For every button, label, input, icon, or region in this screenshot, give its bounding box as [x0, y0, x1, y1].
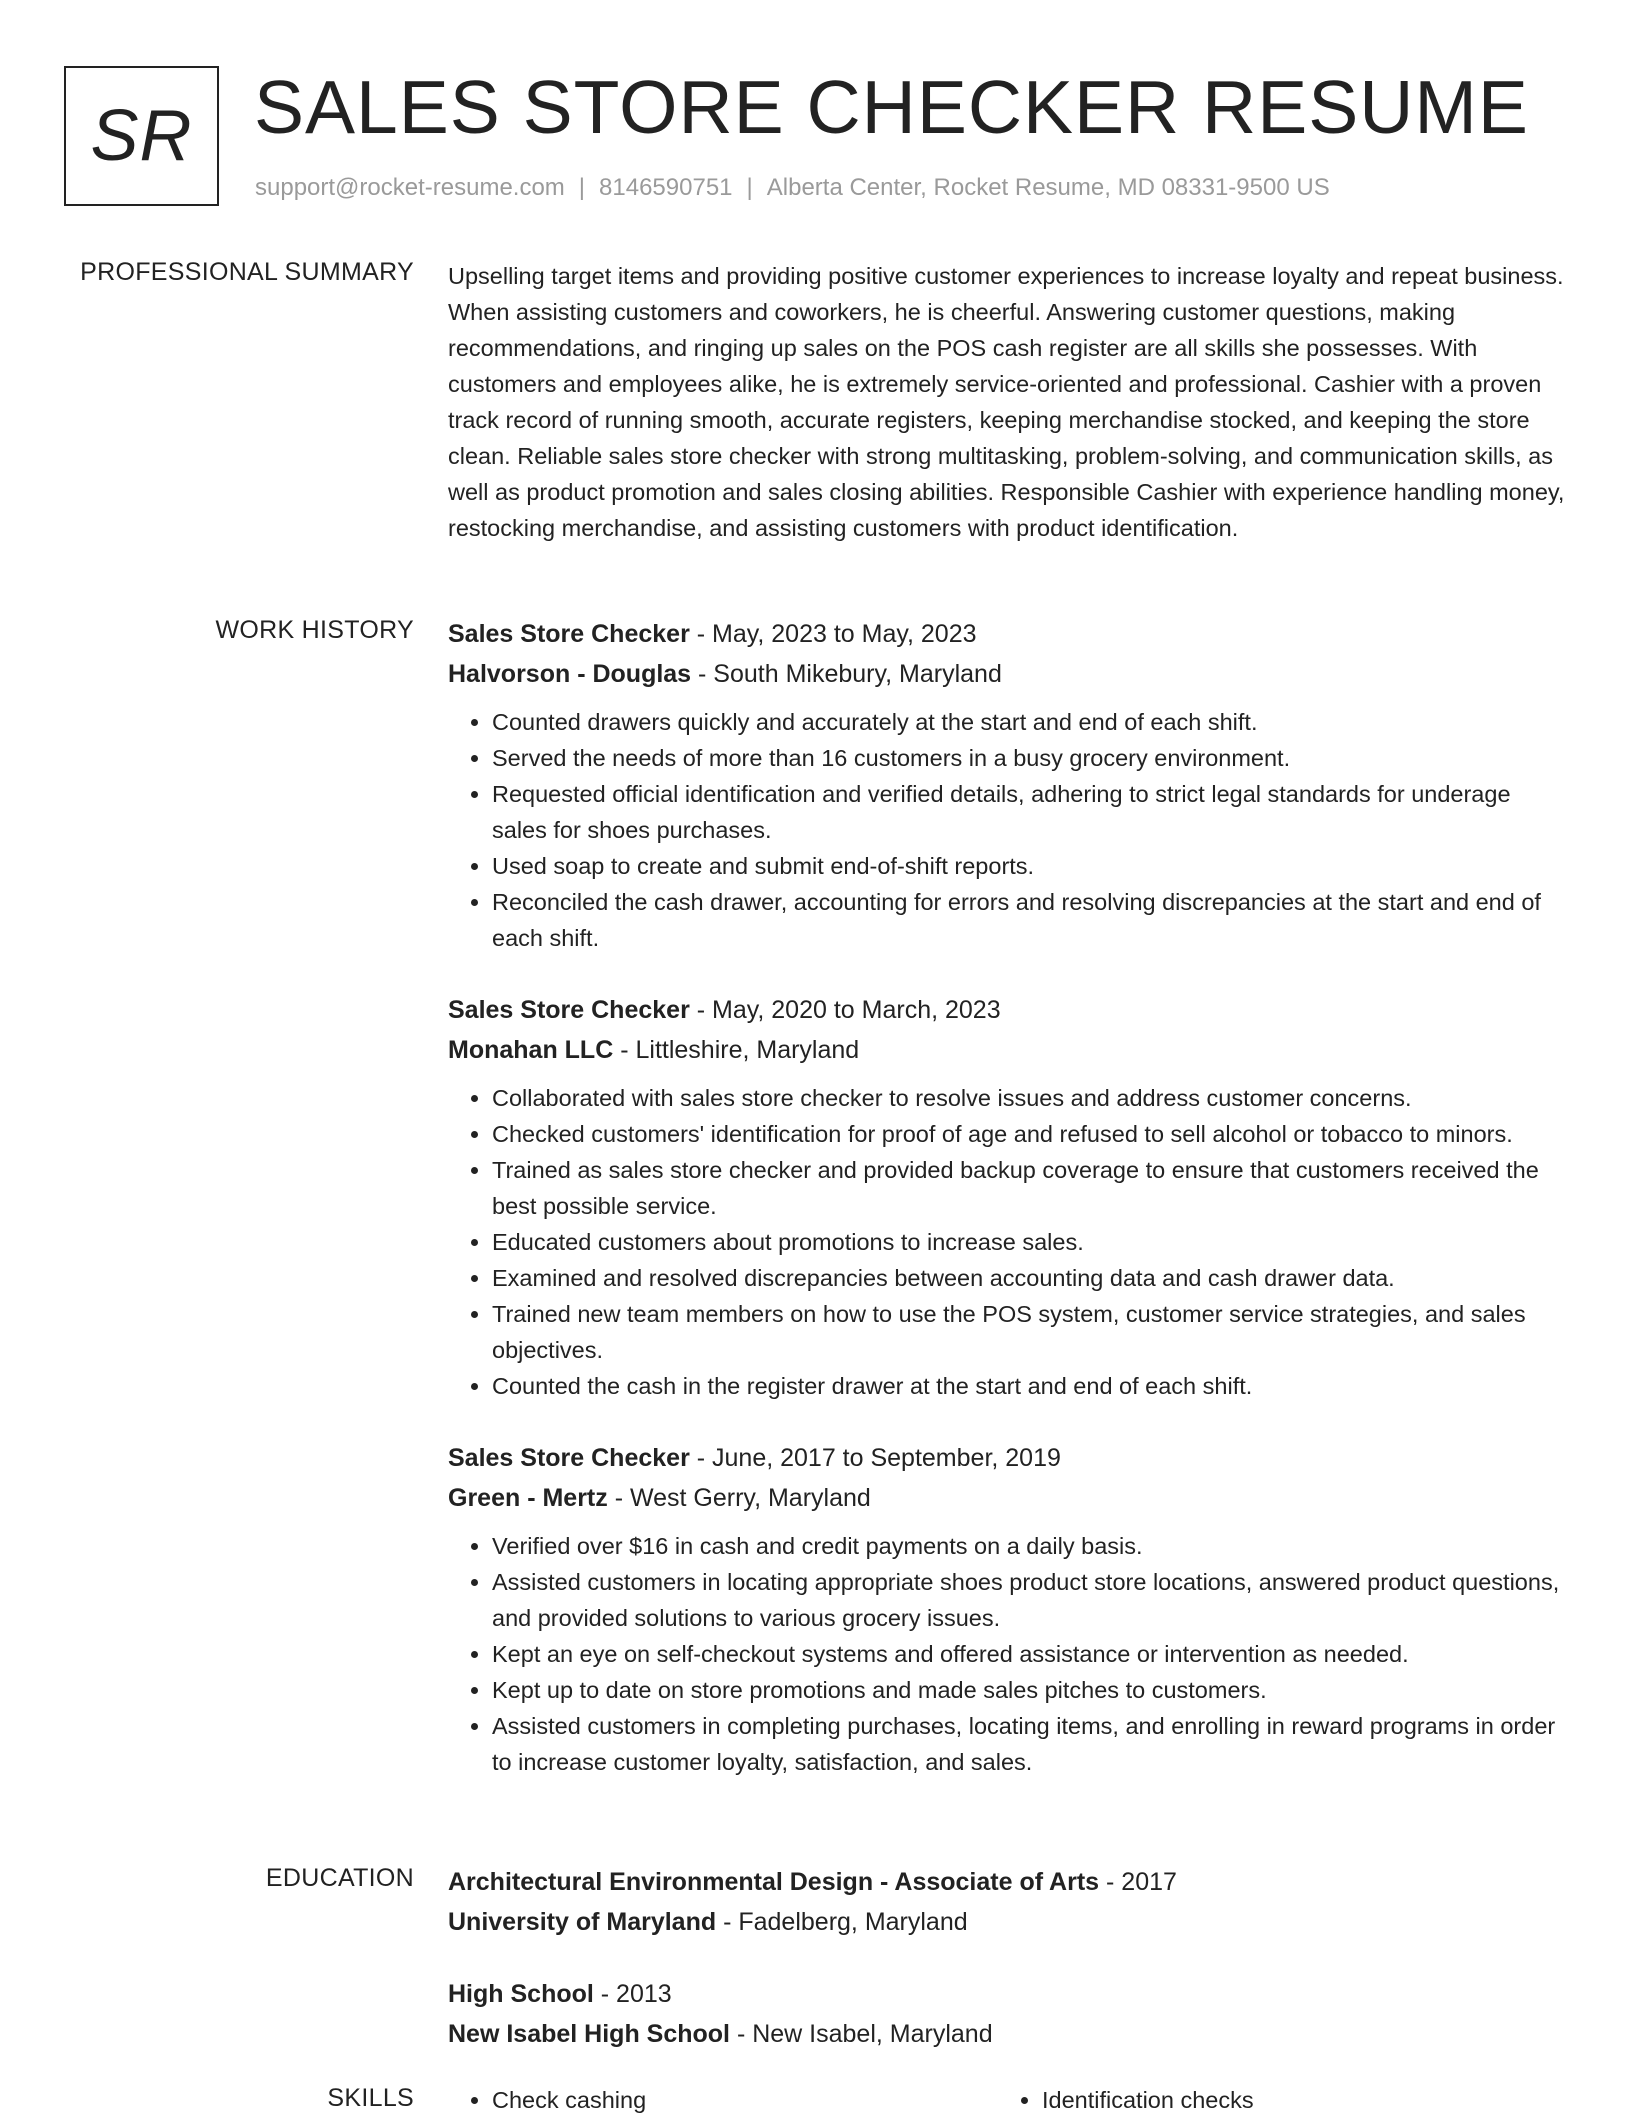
job-location: - West Gerry, Maryland — [607, 1484, 871, 1512]
education-degree: High School — [448, 1980, 594, 2008]
skills-column-right — [998, 2082, 1548, 2118]
job-bullet: • Trained as sales store checker and provided backup coverage to ensure that customers received the best possible service. — [492, 1152, 1566, 1224]
skills-list-left — [448, 2082, 998, 2118]
skills-list-right — [998, 2082, 1548, 2118]
job-company: Halvorson - Douglas — [448, 660, 692, 688]
contact-email: support@rocket-resume.com — [255, 174, 565, 201]
education-school-line — [448, 1902, 1566, 1942]
section-title-work-history: WORK HISTORY — [215, 616, 414, 644]
job-bullets — [448, 1080, 1566, 1404]
work-history-body — [448, 614, 1566, 1814]
education-degree-line — [448, 1862, 1566, 1902]
job-bullet: • Trained new team members on how to use the POS system, customer service strategies, and sales objectives. — [492, 1296, 1566, 1368]
job-bullet: • Verified over $16 in cash and credit payments on a daily basis. — [492, 1528, 1566, 1564]
section-title-skills: SKILLS — [327, 2084, 414, 2112]
job-dates: - June, 2017 to September, 2019 — [689, 1444, 1061, 1472]
education-degree: Architectural Environmental Design - Associate of Arts — [448, 1868, 1100, 1896]
job-bullet: • Used soap to create and submit end-of-shift reports. — [492, 848, 1566, 884]
job-company-line — [448, 1030, 1566, 1070]
job-role-line — [448, 1438, 1566, 1478]
skills-column-left — [448, 2082, 998, 2118]
job-company-line — [448, 654, 1566, 694]
job-bullet: • Educated customers about promotions to increase sales. — [492, 1224, 1566, 1260]
job-bullet: • Requested official identification and verified details, adhering to strict legal standards for underage sales for shoes purchases. — [492, 776, 1566, 848]
job-bullet: • Examined and resolved discrepancies between accounting data and cash drawer data. — [492, 1260, 1566, 1296]
contact-line — [255, 174, 1330, 202]
job-bullet: • Reconciled the cash drawer, accounting for errors and resolving discrepancies at the start and end of each shift. — [492, 884, 1566, 956]
job-role: Sales Store Checker — [448, 996, 690, 1024]
skill-item: • Identification checks — [1042, 2082, 1548, 2118]
job-dates: - May, 2020 to March, 2023 — [689, 996, 1001, 1024]
section-title-summary: PROFESSIONAL SUMMARY — [80, 258, 414, 286]
job-role: Sales Store Checker — [448, 620, 690, 648]
education-school: New Isabel High School — [448, 2020, 730, 2048]
job-bullet: • Assisted customers in completing purchases, locating items, and enrolling in reward programs in order to increase customer loyalty, satisfaction, and sales. — [492, 1708, 1566, 1780]
job-bullet: • Counted drawers quickly and accurately at the start and end of each shift. — [492, 704, 1566, 740]
resume-header — [64, 66, 1584, 216]
job-role-line — [448, 990, 1566, 1030]
education-school-line — [448, 2014, 1566, 2054]
education-location: - Fadelberg, Maryland — [716, 1908, 968, 1936]
education-school: University of Maryland — [448, 1908, 717, 1936]
education-entry — [448, 1974, 1566, 2054]
job-company: Monahan LLC — [448, 1036, 614, 1064]
job-dates: - May, 2023 to May, 2023 — [689, 620, 977, 648]
job-entry — [448, 1438, 1566, 1780]
education-year: - 2013 — [593, 1980, 672, 2008]
education-body — [448, 1862, 1566, 2086]
skills-grid — [448, 2082, 1566, 2118]
job-bullet: • Collaborated with sales store checker to resolve issues and address customer concerns. — [492, 1080, 1566, 1116]
job-location: - Littleshire, Maryland — [613, 1036, 860, 1064]
summary-body — [448, 258, 1566, 546]
job-entry — [448, 614, 1566, 956]
job-location: - South Mikebury, Maryland — [691, 660, 1002, 688]
job-bullet: • Kept up to date on store promotions and made sales pitches to customers. — [492, 1672, 1566, 1708]
education-location: - New Isabel, Maryland — [730, 2020, 993, 2048]
job-role-line — [448, 614, 1566, 654]
education-year: - 2017 — [1099, 1868, 1177, 1896]
job-company-line — [448, 1478, 1566, 1518]
section-title-education: EDUCATION — [265, 1864, 414, 1892]
job-bullet: • Counted the cash in the register drawer at the start and end of each shift. — [492, 1368, 1566, 1404]
job-role: Sales Store Checker — [448, 1444, 690, 1472]
contact-separator: | — [746, 174, 753, 201]
job-company: Green - Mertz — [448, 1484, 608, 1512]
education-entry — [448, 1862, 1566, 1942]
contact-address: Alberta Center, Rocket Resume, MD 08331-9500 US — [766, 174, 1330, 201]
job-bullet: • Assisted customers in locating appropriate shoes product store locations, answered product questions, and provided solutions to various grocery issues. — [492, 1564, 1566, 1636]
job-bullets — [448, 704, 1566, 956]
contact-separator: | — [578, 174, 586, 201]
job-entry — [448, 990, 1566, 1404]
summary-text: Upselling target items and providing positive customer experiences to increase loyalty and repeat business. When assisting customers and coworkers, he is cheerful. Answering customer questions, making recommendations, and ringing up sales on the POS cash register are all skills she possesses. With customers and employees alike, he is extremely service-oriented and professional. Cashier with a proven track record of running smooth, accurate registers, keeping merchandise stocked, and keeping the store clean. Reliable sales store checker with strong multitasking, problem-solving, and communication skills, as well as product promotion and sales closing abilities. Responsible Cashier with experience handling money, restocking merchandise, and assisting customers with product identification. — [448, 263, 1565, 541]
job-bullet: • Served the needs of more than 16 customers in a busy grocery environment. — [492, 740, 1566, 776]
skill-item: • Check cashing — [492, 2082, 998, 2118]
contact-phone: 8146590751 — [599, 174, 733, 201]
education-degree-line — [448, 1974, 1566, 2014]
job-bullets — [448, 1528, 1566, 1780]
monogram-badge: SR — [64, 66, 219, 206]
resume-title: SALES STORE CHECKER RESUME — [254, 65, 1529, 149]
job-bullet: • Checked customers' identification for proof of age and refused to sell alcohol or tobacco to minors. — [492, 1116, 1566, 1152]
job-bullet: • Kept an eye on self-checkout systems and offered assistance or intervention as needed. — [492, 1636, 1566, 1672]
skills-body — [448, 2082, 1566, 2118]
